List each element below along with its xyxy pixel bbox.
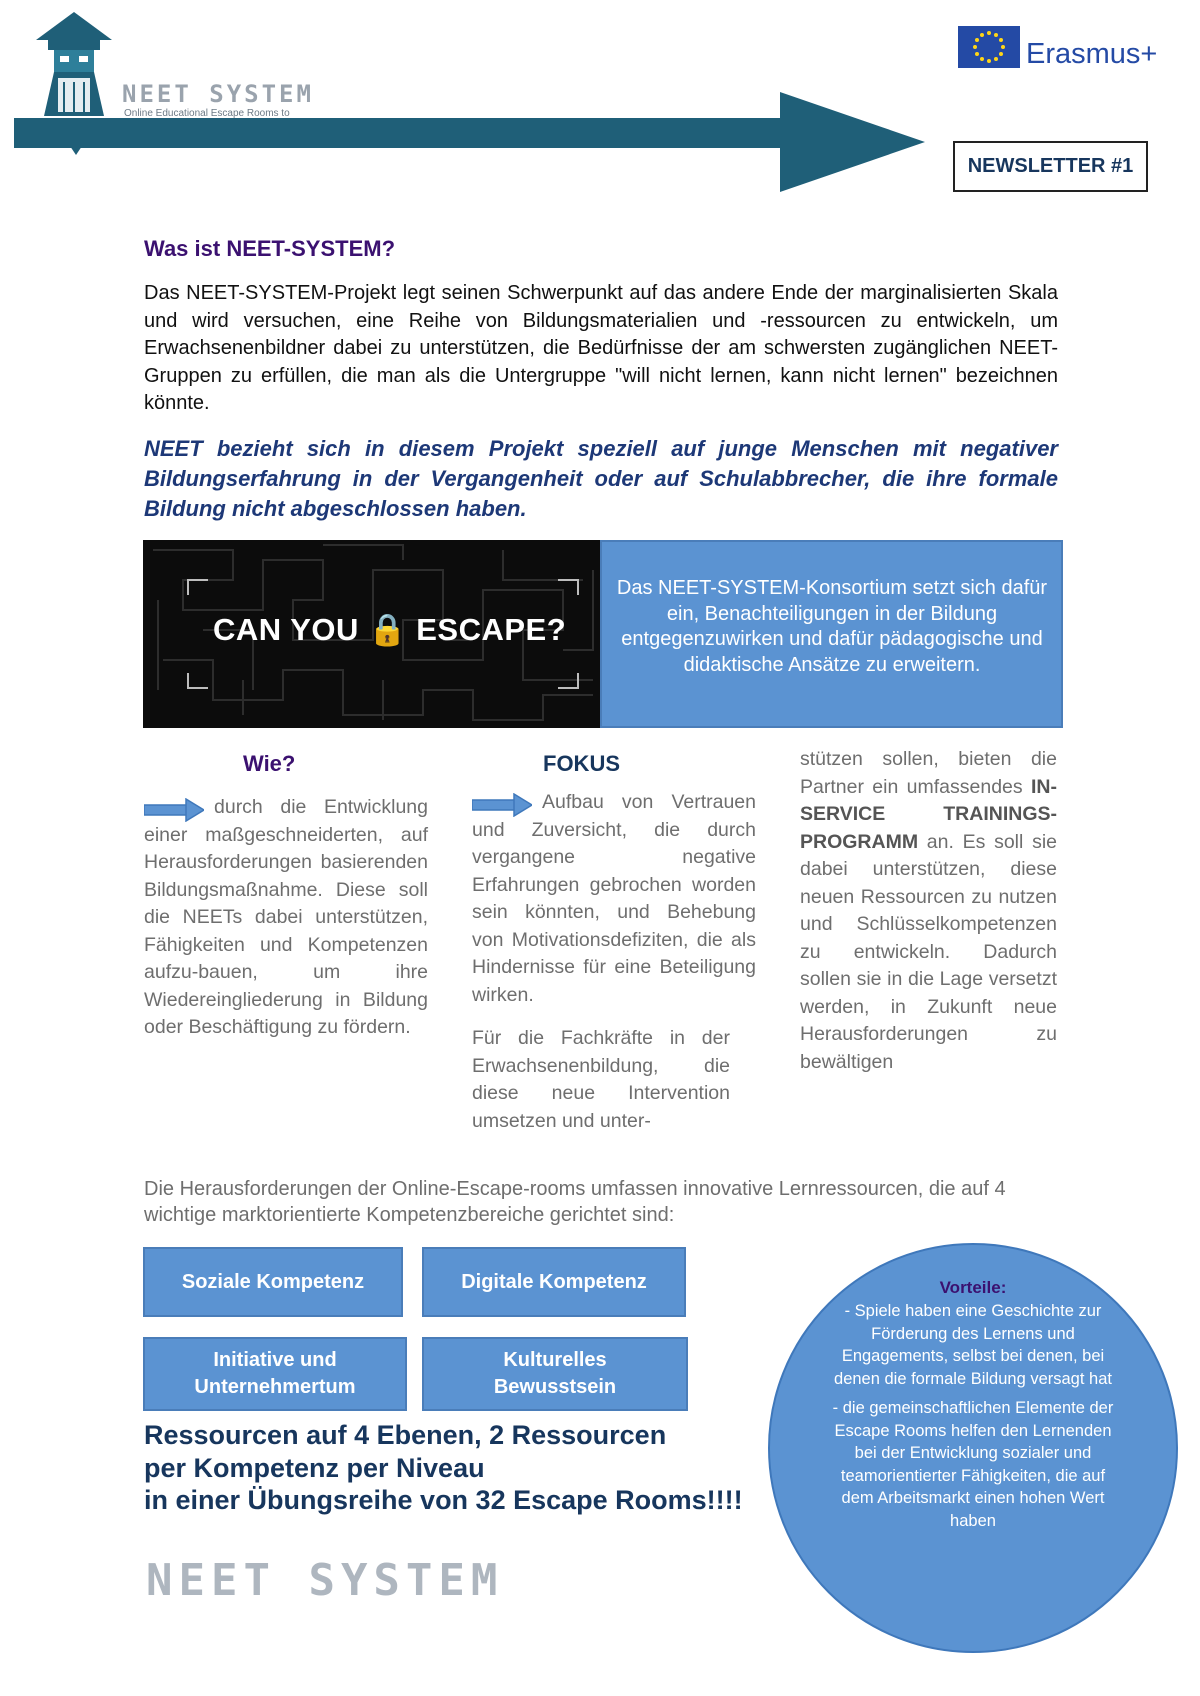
column-heading-fokus: FOKUS: [543, 751, 620, 776]
competence-box-digital: [422, 1247, 686, 1317]
competences-intro: Die Herausforderungen der Online-Escape-rooms umfassen innovative Lernressourcen, die auf 4 wichtige marktorientierte Kompetenzbereiche gerichtet sind:: [144, 1178, 1006, 1226]
resources-line: Ressourcen auf 4 Ebenen, 2 Ressourcen: [144, 1420, 667, 1450]
advantages-heading: Vorteile:: [939, 1278, 1007, 1297]
competence-label: Soziale Kompetenz: [181, 1270, 365, 1293]
header-banner-bar: [14, 118, 784, 148]
training-program-name: IN-SERVICE TRAININGS-PROGRAMM: [800, 775, 1057, 853]
column-text-training: [800, 746, 1057, 1076]
eu-flag-icon: [958, 26, 1020, 68]
competence-label: Digitale Kompetenz: [461, 1270, 647, 1293]
column-heading-wie: Wie?: [243, 751, 296, 776]
resources-line: per Kompetenz per Niveau: [144, 1452, 485, 1483]
training-text-start: stützen sollen, bieten die Partner ein umfassendes: [800, 748, 1057, 798]
competence-label-line1: Kulturelles: [503, 1349, 607, 1371]
erasmus-logo-text: Erasmus+: [1026, 38, 1158, 70]
competence-box-initiative: [143, 1337, 407, 1411]
newsletter-badge: NEWSLETTER #1: [953, 141, 1148, 192]
footer-logo-wordmark: NEET SYSTEM: [146, 1555, 504, 1606]
header-notch: [70, 146, 82, 155]
header-logo-tagline: Online Educational Escape Rooms to: [124, 108, 290, 119]
neet-mascot-logo-icon: [34, 12, 114, 120]
advantages-list: [830, 1300, 1116, 1532]
competence-box-cultural: [422, 1337, 688, 1411]
column-text-wie: durch die Entwicklung einer maßgeschneiderten, auf Herausforderungen basierenden Bildungsmaßnahme. Diese soll die NEETs dabei unterstützen, Fähigkeiten und Kompetenzen aufzu-bauen, um ihre Wiedereingliederung in Bildung oder Beschäftigung zu fördern.: [144, 796, 428, 1038]
escape-banner-text: CAN YOU 🔒 ESCAPE?: [213, 612, 567, 647]
section-title: Was ist NEET-SYSTEM?: [144, 236, 396, 261]
resources-summary: [144, 1419, 794, 1517]
column-text-fachkraefte: Für die Fachkräfte in der Erwachsenenbildung, die diese neue Intervention umsetzen und unter-: [472, 1027, 730, 1132]
competence-box-social: [143, 1247, 403, 1317]
competence-label-line2: Unternehmertum: [194, 1376, 356, 1398]
competence-label-line2: Bewusstsein: [493, 1376, 617, 1398]
training-text-end: an. Es soll sie dabei unterstützen, diese neuen Ressourcen zu nutzen und Schlüsselkompetenzen zu entwickeln. Dadurch sollen sie in die Lage versetzt werden, in Zukunft neue Herausforderungen zu bewältigen: [800, 830, 1057, 1073]
resources-line: in einer Übungsreihe von 32 Escape Rooms!!!!: [144, 1485, 743, 1515]
column-text-fokus: Aufbau von Vertrauen und Zuversicht, die durch vergangene negative Erfahrungen gebrochen worden sein könnten, und Behebung von Motivationsdefiziten, die als Hindernisse für eine Beteiligung wirken.: [472, 791, 756, 1006]
consortium-text: Das NEET-SYSTEM-Konsortium setzt sich dafür ein, Benachteiligungen in der Bildung entgegenzuwirken und dafür pädagogische und didaktische Ansätze zu erweitern.: [616, 577, 1048, 676]
header-arrow-shape: [780, 92, 925, 192]
intro-paragraph: Das NEET-SYSTEM-Projekt legt seinen Schwerpunkt auf das andere Ende der marginalisierten Skala und wird versuchen, eine Reihe von Bildungsmaterialien und -ressourcen zu entwickeln, um Erwachsenenbildner dabei zu unterstützen, die Bedürfnisse der am schwersten zugänglichen NEET-Gruppen zu erfüllen, die man als die Untergruppe "will nicht lernen, kann nicht lernen" bezeichnen könnte.: [144, 282, 1058, 414]
neet-definition: NEET bezieht sich in diesem Projekt speziell auf junge Menschen mit negativer Bildungserfahrung in der Vergangenheit oder auf Schulabbrecher, die ihre formale Bildung nicht abgeschlossen haben.: [144, 436, 1058, 521]
advantage-item: - Spiele haben eine Geschichte zur Förderung des Lernens und Engagements, selbst bei denen, bei denen die formale Bildung versagt hat: [834, 1302, 1112, 1388]
competence-label-line1: Initiative und: [213, 1349, 337, 1371]
advantage-item: - die gemeinschaftlichen Elemente der Escape Rooms helfen den Lernenden bei der Entwicklung sozialer und teamorientierter Fähigkeiten, die auf dem Arbeitsmarkt einen hohen Wert haben: [832, 1399, 1114, 1530]
header-logo-wordmark: NEET SYSTEM: [122, 80, 314, 108]
